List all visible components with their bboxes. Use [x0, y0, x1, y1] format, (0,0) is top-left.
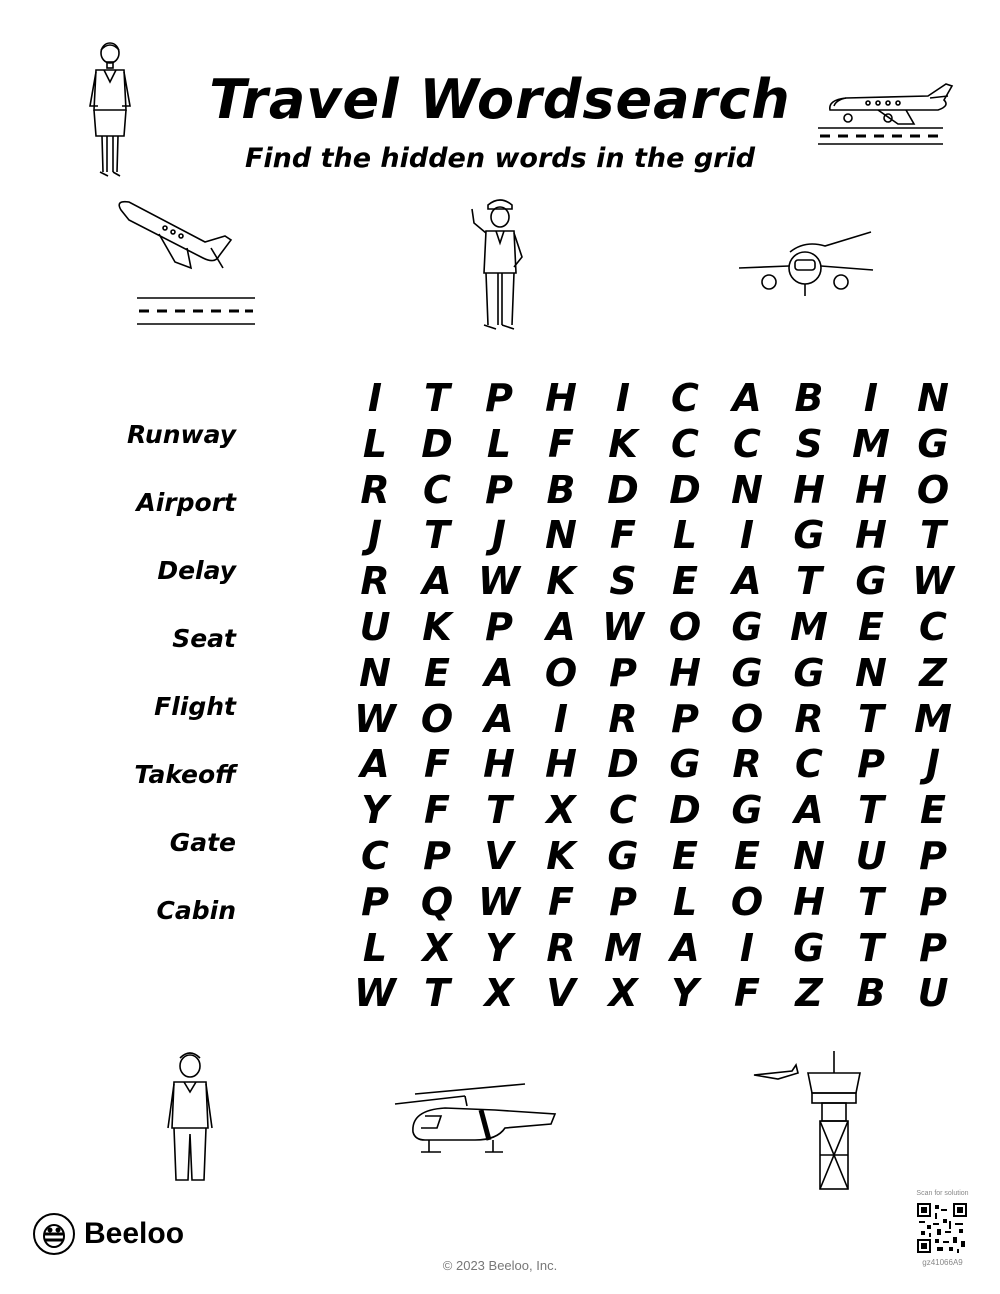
grid-letter[interactable]: G — [731, 788, 763, 833]
grid-letter[interactable]: P — [919, 879, 947, 924]
grid-letter[interactable]: G — [731, 650, 763, 695]
control-tower-icon — [750, 1045, 870, 1195]
grid-letter[interactable]: K — [546, 834, 576, 878]
pilot-icon — [462, 195, 537, 335]
grid-letter[interactable]: R — [732, 742, 762, 787]
grid-letter[interactable]: L — [672, 879, 698, 924]
grid-letter[interactable]: H — [545, 742, 577, 787]
grid-letter[interactable]: C — [919, 605, 947, 649]
helicopter-icon — [385, 1080, 565, 1160]
grid-letter[interactable]: H — [483, 742, 515, 787]
grid-letter[interactable]: T — [858, 696, 884, 741]
copyright-text: © 2023 Beeloo, Inc. — [442, 1258, 558, 1273]
grid-letter[interactable]: H — [855, 467, 887, 512]
grid-letter[interactable]: N — [359, 650, 391, 695]
grid-letter[interactable]: T — [486, 788, 512, 833]
grid-letter[interactable]: I — [739, 513, 755, 558]
grid-letter[interactable]: H — [669, 650, 701, 695]
grid-letter[interactable]: I — [615, 376, 631, 420]
grid-letter[interactable]: W — [478, 559, 520, 604]
grid-letter[interactable]: M — [914, 696, 952, 741]
grid-letter[interactable]: Y — [671, 971, 699, 1016]
grid-letter[interactable]: H — [545, 376, 577, 420]
grid-letter[interactable]: P — [423, 834, 451, 878]
grid-letter[interactable]: Z — [919, 650, 947, 695]
grid-letter[interactable]: I — [863, 376, 879, 420]
grid-letter[interactable]: G — [793, 650, 825, 695]
grid-letter[interactable]: G — [793, 925, 825, 970]
grid-letter[interactable]: L — [362, 925, 388, 970]
grid-letter[interactable]: Y — [485, 925, 513, 970]
grid-letter[interactable]: W — [354, 696, 396, 741]
grid-letter[interactable]: T — [858, 788, 884, 833]
grid-letter[interactable]: P — [485, 467, 513, 512]
grid-letter[interactable]: C — [361, 834, 389, 878]
grid-letter[interactable]: L — [672, 513, 698, 558]
grid-letter[interactable]: M — [790, 605, 828, 649]
grid-letter[interactable]: T — [424, 971, 450, 1016]
grid-letter[interactable]: S — [795, 421, 823, 466]
grid-letter[interactable]: O — [544, 650, 578, 695]
grid-letter[interactable]: W — [602, 605, 644, 649]
brand-name: Beeloo — [84, 1217, 185, 1250]
grid-letter[interactable]: P — [857, 742, 885, 787]
grid-letter[interactable]: A — [732, 376, 762, 420]
grid-letter[interactable]: P — [609, 650, 637, 695]
grid-letter[interactable]: G — [731, 605, 763, 649]
grid-letter[interactable]: N — [731, 467, 763, 512]
grid-letter[interactable]: P — [671, 696, 699, 741]
grid-letter[interactable]: Y — [361, 788, 389, 833]
grid-letter[interactable]: P — [919, 834, 947, 878]
grid-letter[interactable]: B — [856, 971, 886, 1016]
grid-letter[interactable]: U — [855, 834, 887, 878]
grid-letter[interactable]: S — [609, 559, 637, 604]
grid-letter[interactable]: A — [484, 650, 514, 695]
grid-letter[interactable]: X — [608, 971, 638, 1016]
grid-letter[interactable]: G — [669, 742, 701, 787]
grid-letter[interactable]: J — [491, 513, 507, 558]
grid-letter[interactable]: A — [670, 925, 700, 970]
grid-letter[interactable]: T — [424, 376, 450, 420]
grid-letter[interactable]: H — [793, 467, 825, 512]
grid-letter[interactable]: A — [546, 605, 576, 649]
grid-letter[interactable]: U — [359, 605, 391, 649]
grid-letter[interactable]: D — [669, 467, 701, 512]
grid-letter[interactable]: A — [732, 559, 762, 604]
grid-letter[interactable]: K — [546, 559, 576, 604]
grid-letter[interactable]: T — [858, 925, 884, 970]
grid-letter[interactable]: F — [548, 879, 574, 924]
grid-letter[interactable]: F — [610, 513, 636, 558]
grid-letter[interactable]: B — [794, 376, 824, 420]
grid-letter[interactable]: R — [794, 696, 824, 741]
word-list-item: Seat — [172, 624, 236, 653]
grid-letter[interactable]: G — [917, 421, 949, 466]
grid-letter[interactable]: D — [607, 467, 639, 512]
grid-letter[interactable]: K — [422, 605, 452, 649]
grid-letter[interactable]: Q — [420, 879, 454, 924]
grid-letter[interactable]: F — [424, 788, 450, 833]
grid-letter[interactable]: E — [734, 834, 760, 878]
grid-letter[interactable]: O — [730, 879, 764, 924]
grid-letter[interactable]: P — [609, 879, 637, 924]
grid-letter[interactable]: K — [608, 421, 638, 466]
word-list-item: Airport — [136, 488, 236, 517]
grid-letter[interactable]: C — [609, 788, 637, 833]
grid-letter[interactable]: F — [424, 742, 450, 787]
airplane-on-runway-icon — [818, 80, 963, 150]
grid-letter[interactable]: G — [607, 834, 639, 878]
grid-letter[interactable]: O — [916, 467, 950, 512]
grid-letter[interactable]: T — [858, 879, 884, 924]
airplane-front-icon — [735, 228, 875, 300]
grid-letter[interactable]: E — [672, 834, 698, 878]
qr-code-icon[interactable] — [917, 1203, 967, 1257]
grid-letter[interactable]: W — [912, 559, 954, 604]
page-title: Travel Wordsearch — [209, 68, 791, 131]
airplane-takeoff-icon — [115, 198, 260, 330]
grid-letter[interactable]: C — [733, 421, 761, 466]
grid-letter[interactable]: T — [920, 513, 946, 558]
grid-letter[interactable]: B — [546, 467, 576, 512]
grid-letter[interactable]: E — [858, 605, 884, 649]
grid-letter[interactable]: M — [604, 925, 642, 970]
grid-letter[interactable]: R — [360, 559, 390, 604]
grid-letter[interactable]: X — [484, 971, 514, 1016]
grid-letter[interactable]: N — [545, 513, 577, 558]
grid-letter[interactable]: A — [422, 559, 452, 604]
grid-letter[interactable]: Z — [795, 971, 823, 1016]
grid-letter[interactable]: X — [546, 788, 576, 833]
brand-logo — [32, 1212, 184, 1256]
flight-attendant-icon — [80, 40, 140, 182]
man-icon — [160, 1048, 220, 1190]
grid-letter[interactable]: E — [424, 650, 450, 695]
grid-letter[interactable]: O — [420, 696, 454, 741]
grid-letter[interactable]: D — [421, 421, 453, 466]
grid-letter[interactable]: C — [671, 376, 699, 420]
grid-letter[interactable]: R — [608, 696, 638, 741]
grid-letter[interactable]: W — [354, 971, 396, 1016]
grid-letter[interactable]: J — [367, 513, 383, 558]
qr-caption: Scan for solution — [916, 1190, 969, 1197]
word-list-item: Runway — [127, 420, 236, 449]
grid-letter[interactable]: E — [672, 559, 698, 604]
grid-letter[interactable]: P — [485, 376, 513, 420]
word-list-item: Takeoff — [134, 760, 236, 789]
grid-letter[interactable]: L — [486, 421, 512, 466]
grid-letter[interactable]: E — [920, 788, 946, 833]
grid-letter[interactable]: W — [478, 879, 520, 924]
grid-letter[interactable]: A — [360, 742, 390, 787]
grid-letter[interactable]: L — [362, 421, 388, 466]
grid-letter[interactable]: U — [917, 971, 949, 1016]
grid-letter[interactable]: T — [424, 513, 450, 558]
grid-letter[interactable]: F — [548, 421, 574, 466]
grid-letter[interactable]: I — [739, 925, 755, 970]
grid-letter[interactable]: I — [553, 696, 569, 741]
grid-letter[interactable]: M — [852, 421, 890, 466]
grid-letter[interactable]: G — [855, 559, 887, 604]
bee-icon — [32, 1212, 76, 1256]
grid-letter[interactable]: N — [855, 650, 887, 695]
grid-letter[interactable]: A — [794, 788, 824, 833]
grid-letter[interactable]: H — [793, 879, 825, 924]
grid-letter[interactable]: T — [796, 559, 822, 604]
word-list-item: Flight — [154, 692, 236, 721]
grid-letter[interactable]: C — [671, 421, 699, 466]
grid-letter[interactable]: P — [919, 925, 947, 970]
word-list-item: Delay — [157, 556, 236, 585]
grid-letter[interactable]: N — [793, 834, 825, 878]
word-list-item: Gate — [169, 828, 236, 857]
grid-letter[interactable]: C — [423, 467, 451, 512]
grid-letter[interactable]: V — [546, 971, 576, 1016]
grid-letter[interactable]: N — [917, 376, 949, 420]
grid-letter[interactable]: D — [669, 788, 701, 833]
grid-letter[interactable]: O — [730, 696, 764, 741]
page-subtitle: Find the hidden words in the grid — [244, 143, 756, 174]
grid-letter[interactable]: C — [795, 742, 823, 787]
grid-letter[interactable]: V — [484, 834, 514, 878]
word-list-item: Cabin — [156, 896, 236, 925]
qr-code-id: gz41066A9 — [922, 1258, 963, 1267]
grid-letter[interactable]: H — [855, 513, 887, 558]
grid-letter[interactable]: X — [422, 925, 452, 970]
grid-letter[interactable]: G — [793, 513, 825, 558]
grid-letter[interactable]: A — [484, 696, 514, 741]
grid-letter[interactable]: F — [734, 971, 760, 1016]
grid-letter[interactable]: P — [485, 605, 513, 649]
grid-letter[interactable]: P — [361, 879, 389, 924]
grid-letter[interactable]: R — [360, 467, 390, 512]
grid-letter[interactable]: R — [546, 925, 576, 970]
grid-letter[interactable]: O — [668, 605, 702, 649]
grid-letter[interactable]: D — [607, 742, 639, 787]
grid-letter[interactable]: J — [925, 742, 941, 787]
grid-letter[interactable]: I — [367, 376, 383, 420]
